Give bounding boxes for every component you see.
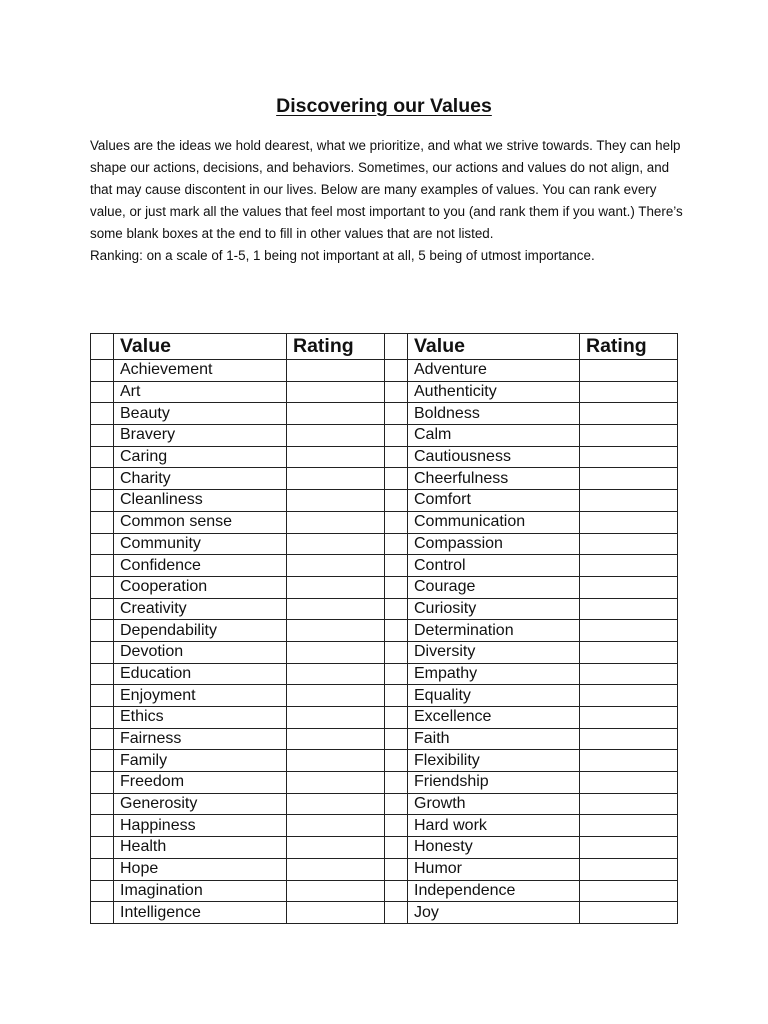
check-cell-left[interactable] [91, 403, 114, 425]
table-row [91, 685, 678, 707]
check-cell-left[interactable] [91, 880, 114, 902]
rating-cell-left[interactable] [287, 511, 385, 533]
value-left: Ethics [114, 707, 287, 729]
value-left: Hope [114, 858, 287, 880]
value-right: Calm [408, 425, 580, 447]
check-cell-right[interactable] [385, 685, 408, 707]
page-title: Discovering our Values [276, 95, 492, 117]
value-right: Communication [408, 511, 580, 533]
value-left: Generosity [114, 793, 287, 815]
check-cell-right[interactable] [385, 381, 408, 403]
rating-cell-left[interactable] [287, 707, 385, 729]
rating-cell-right[interactable] [580, 576, 678, 598]
table-row [91, 728, 678, 750]
check-cell-left[interactable] [91, 641, 114, 663]
check-cell-right[interactable] [385, 793, 408, 815]
check-cell-right[interactable] [385, 641, 408, 663]
check-cell-left[interactable] [91, 511, 114, 533]
check-cell-left[interactable] [91, 793, 114, 815]
value-right: Growth [408, 793, 580, 815]
check-cell-left[interactable] [91, 902, 114, 924]
value-right: Friendship [408, 772, 580, 794]
value-right: Humor [408, 858, 580, 880]
rating-cell-left[interactable] [287, 685, 385, 707]
value-right: Equality [408, 685, 580, 707]
value-right: Courage [408, 576, 580, 598]
rating-cell-left[interactable] [287, 555, 385, 577]
rating-cell-right[interactable] [580, 707, 678, 729]
check-cell-right[interactable] [385, 555, 408, 577]
rating-cell-right[interactable] [580, 425, 678, 447]
check-cell-right[interactable] [385, 490, 408, 512]
rating-cell-left[interactable] [287, 360, 385, 382]
check-cell-right[interactable] [385, 446, 408, 468]
table-row [91, 533, 678, 555]
rating-cell-right[interactable] [580, 880, 678, 902]
value-left: Fairness [114, 728, 287, 750]
value-left: Community [114, 533, 287, 555]
rating-cell-right[interactable] [580, 858, 678, 880]
rating-cell-right[interactable] [580, 685, 678, 707]
table-row [91, 598, 678, 620]
header-value-right: Value [408, 334, 580, 360]
check-cell-left[interactable] [91, 360, 114, 382]
rating-cell-right[interactable] [580, 468, 678, 490]
value-right: Compassion [408, 533, 580, 555]
rating-cell-left[interactable] [287, 381, 385, 403]
table-row [91, 555, 678, 577]
check-cell-right[interactable] [385, 360, 408, 382]
rating-cell-left[interactable] [287, 793, 385, 815]
check-cell-left[interactable] [91, 598, 114, 620]
intro-text [90, 135, 690, 267]
value-left: Bravery [114, 425, 287, 447]
header-check-cell-right [385, 334, 408, 360]
check-cell-left[interactable] [91, 685, 114, 707]
value-left: Charity [114, 468, 287, 490]
table-row [91, 663, 678, 685]
value-right: Hard work [408, 815, 580, 837]
rating-cell-left[interactable] [287, 490, 385, 512]
rating-cell-left[interactable] [287, 728, 385, 750]
rating-cell-right[interactable] [580, 793, 678, 815]
table-row [91, 858, 678, 880]
value-right: Flexibility [408, 750, 580, 772]
rating-cell-left[interactable] [287, 620, 385, 642]
value-left: Education [114, 663, 287, 685]
rating-cell-right[interactable] [580, 641, 678, 663]
check-cell-right[interactable] [385, 707, 408, 729]
table-row [91, 576, 678, 598]
check-cell-left[interactable] [91, 576, 114, 598]
table-row [91, 360, 678, 382]
check-cell-right[interactable] [385, 815, 408, 837]
rating-cell-right[interactable] [580, 663, 678, 685]
ranking-instructions: Ranking: on a scale of 1-5, 1 being not important at all, 5 being of utmost importance. [90, 248, 595, 263]
rating-cell-left[interactable] [287, 815, 385, 837]
value-left: Happiness [114, 815, 287, 837]
value-left: Beauty [114, 403, 287, 425]
value-right: Cheerfulness [408, 468, 580, 490]
value-right: Cautiousness [408, 446, 580, 468]
rating-cell-left[interactable] [287, 750, 385, 772]
check-cell-left[interactable] [91, 772, 114, 794]
check-cell-right[interactable] [385, 880, 408, 902]
check-cell-left[interactable] [91, 815, 114, 837]
check-cell-right[interactable] [385, 533, 408, 555]
rating-cell-right[interactable] [580, 511, 678, 533]
check-cell-right[interactable] [385, 663, 408, 685]
value-right: Excellence [408, 707, 580, 729]
check-cell-left[interactable] [91, 837, 114, 859]
value-left: Health [114, 837, 287, 859]
table-row [91, 750, 678, 772]
check-cell-right[interactable] [385, 468, 408, 490]
value-right: Faith [408, 728, 580, 750]
check-cell-left[interactable] [91, 707, 114, 729]
rating-cell-left[interactable] [287, 772, 385, 794]
check-cell-right[interactable] [385, 620, 408, 642]
value-left: Caring [114, 446, 287, 468]
table-row [91, 902, 678, 924]
rating-cell-left[interactable] [287, 446, 385, 468]
value-left: Family [114, 750, 287, 772]
value-left: Cooperation [114, 576, 287, 598]
check-cell-right[interactable] [385, 598, 408, 620]
value-right: Boldness [408, 403, 580, 425]
check-cell-left[interactable] [91, 750, 114, 772]
table-row [91, 511, 678, 533]
table-row [91, 837, 678, 859]
value-left: Devotion [114, 641, 287, 663]
check-cell-left[interactable] [91, 858, 114, 880]
value-right: Adventure [408, 360, 580, 382]
value-left: Achievement [114, 360, 287, 382]
check-cell-left[interactable] [91, 490, 114, 512]
value-left: Imagination [114, 880, 287, 902]
check-cell-right[interactable] [385, 750, 408, 772]
value-left: Common sense [114, 511, 287, 533]
value-left: Enjoyment [114, 685, 287, 707]
table-row [91, 815, 678, 837]
header-rating-left: Rating [287, 334, 385, 360]
value-right: Authenticity [408, 381, 580, 403]
check-cell-right[interactable] [385, 728, 408, 750]
check-cell-left[interactable] [91, 663, 114, 685]
rating-cell-right[interactable] [580, 533, 678, 555]
check-cell-left[interactable] [91, 555, 114, 577]
rating-cell-left[interactable] [287, 403, 385, 425]
table-row [91, 620, 678, 642]
value-left: Confidence [114, 555, 287, 577]
rating-cell-left[interactable] [287, 663, 385, 685]
check-cell-right[interactable] [385, 902, 408, 924]
check-cell-right[interactable] [385, 403, 408, 425]
check-cell-left[interactable] [91, 446, 114, 468]
check-cell-right[interactable] [385, 837, 408, 859]
table-header-row [91, 334, 678, 360]
value-left: Creativity [114, 598, 287, 620]
rating-cell-right[interactable] [580, 555, 678, 577]
rating-cell-left[interactable] [287, 837, 385, 859]
rating-cell-right[interactable] [580, 815, 678, 837]
values-table [90, 333, 678, 924]
check-cell-left[interactable] [91, 728, 114, 750]
rating-cell-left[interactable] [287, 902, 385, 924]
value-left: Intelligence [114, 902, 287, 924]
rating-cell-right[interactable] [580, 837, 678, 859]
rating-cell-right[interactable] [580, 902, 678, 924]
check-cell-left[interactable] [91, 381, 114, 403]
rating-cell-left[interactable] [287, 533, 385, 555]
rating-cell-right[interactable] [580, 360, 678, 382]
check-cell-left[interactable] [91, 620, 114, 642]
rating-cell-left[interactable] [287, 576, 385, 598]
table-row [91, 381, 678, 403]
rating-cell-right[interactable] [580, 598, 678, 620]
rating-cell-right[interactable] [580, 446, 678, 468]
rating-cell-right[interactable] [580, 772, 678, 794]
intro-paragraph: Values are the ideas we hold dearest, what we prioritize, and what we strive towards. They can help shape our actions, decisions, and behaviors. Sometimes, our actions and values do not align, and that may cause discontent in our lives. Below are many examples of values. You can rank every value, or just mark all the values that feel most important to you (and rank them if you want.) There’s some blank boxes at the end to fill in other values that are not listed. [90, 138, 683, 241]
value-right: Curiosity [408, 598, 580, 620]
value-left: Dependability [114, 620, 287, 642]
check-cell-right[interactable] [385, 772, 408, 794]
table-row [91, 641, 678, 663]
value-right: Diversity [408, 641, 580, 663]
header-check-cell-left [91, 334, 114, 360]
table-row [91, 468, 678, 490]
rating-cell-right[interactable] [580, 620, 678, 642]
rating-cell-left[interactable] [287, 858, 385, 880]
check-cell-left[interactable] [91, 468, 114, 490]
table-row [91, 425, 678, 447]
rating-cell-left[interactable] [287, 641, 385, 663]
table-row [91, 793, 678, 815]
rating-cell-right[interactable] [580, 750, 678, 772]
value-right: Comfort [408, 490, 580, 512]
table-row [91, 446, 678, 468]
check-cell-right[interactable] [385, 858, 408, 880]
value-right: Control [408, 555, 580, 577]
rating-cell-left[interactable] [287, 598, 385, 620]
rating-cell-right[interactable] [580, 490, 678, 512]
value-right: Independence [408, 880, 580, 902]
rating-cell-right[interactable] [580, 728, 678, 750]
rating-cell-left[interactable] [287, 880, 385, 902]
table-row [91, 707, 678, 729]
table-row [91, 403, 678, 425]
check-cell-right[interactable] [385, 425, 408, 447]
rating-cell-right[interactable] [580, 403, 678, 425]
value-right: Determination [408, 620, 580, 642]
value-left: Freedom [114, 772, 287, 794]
value-right: Joy [408, 902, 580, 924]
value-left: Art [114, 381, 287, 403]
check-cell-left[interactable] [91, 533, 114, 555]
rating-cell-right[interactable] [580, 381, 678, 403]
value-left: Cleanliness [114, 490, 287, 512]
check-cell-left[interactable] [91, 425, 114, 447]
rating-cell-left[interactable] [287, 468, 385, 490]
values-table-body [91, 360, 678, 924]
value-right: Empathy [408, 663, 580, 685]
header-value-left: Value [114, 334, 287, 360]
check-cell-right[interactable] [385, 576, 408, 598]
value-right: Honesty [408, 837, 580, 859]
table-row [91, 490, 678, 512]
header-rating-right: Rating [580, 334, 678, 360]
table-row [91, 772, 678, 794]
rating-cell-left[interactable] [287, 425, 385, 447]
check-cell-right[interactable] [385, 511, 408, 533]
table-row [91, 880, 678, 902]
